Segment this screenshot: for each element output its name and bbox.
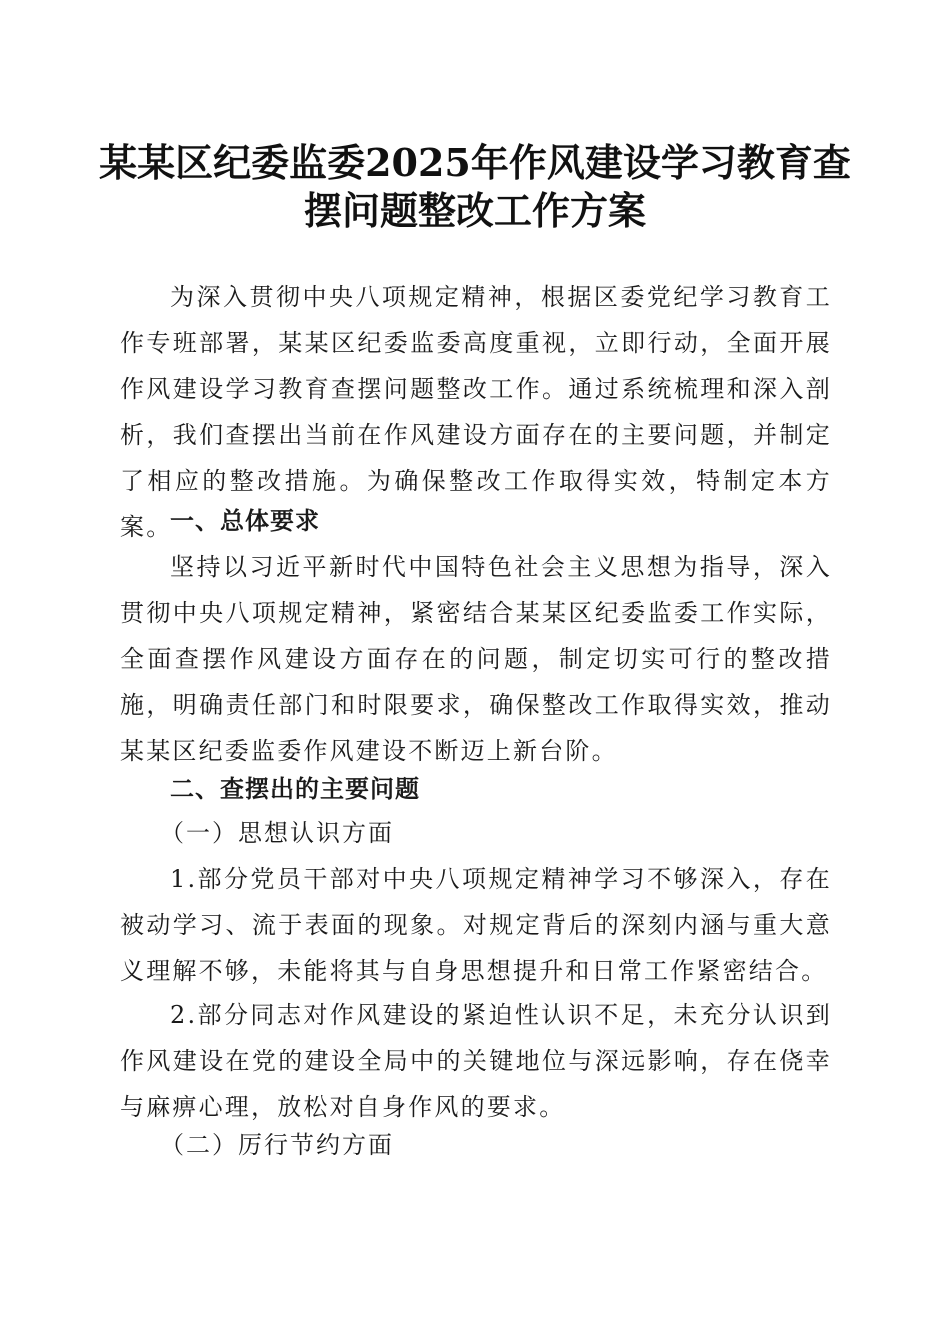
document-title-line-1: 某某区纪委监委2025年作风建设学习教育查 xyxy=(99,140,851,185)
section-2-heading: 二、查摆出的主要问题 xyxy=(170,775,420,803)
document-title-line-2: 摆问题整改工作方案 xyxy=(303,188,646,233)
subsection-2-heading: （二）厉行节约方面 xyxy=(160,1131,394,1159)
section-1-heading: 一、总体要求 xyxy=(170,507,320,535)
subsection-1-heading: （一）思想认识方面 xyxy=(160,819,394,847)
item-2-paragraph: 2.部分同志对作风建设的紧迫性认识不足，未充分认识到作风建设在党的建设全局中的关键地位与深远影响，存在侥幸与麻痹心理，放松对自身作风的要求。 xyxy=(120,1001,832,1121)
item-1-paragraph: 1.部分党员干部对中央八项规定精神学习不够深入，存在被动学习、流于表面的现象。对规定背后的深刻内涵与重大意义理解不够，未能将其与自身思想提升和日常工作紧密结合。 xyxy=(120,865,832,985)
section-1-paragraph: 坚持以习近平新时代中国特色社会主义思想为指导，深入贯彻中央八项规定精神，紧密结合某某区纪委监委工作实际，全面查摆作风建设方面存在的问题，制定切实可行的整改措施，明确责任部门和时限要求，确保整改工作取得实效，推动某某区纪委监委作风建设不断迈上新台阶。 xyxy=(120,553,832,765)
intro-paragraph: 为深入贯彻中央八项规定精神，根据区委党纪学习教育工作专班部署，某某区纪委监委高度重视，立即行动，全面开展作风建设学习教育查摆问题整改工作。通过系统梳理和深入剖析，我们查摆出当前在作风建设方面存在的主要问题，并制定了相应的整改措施。为确保整改工作取得实效，特制定本方案。 xyxy=(120,283,832,541)
